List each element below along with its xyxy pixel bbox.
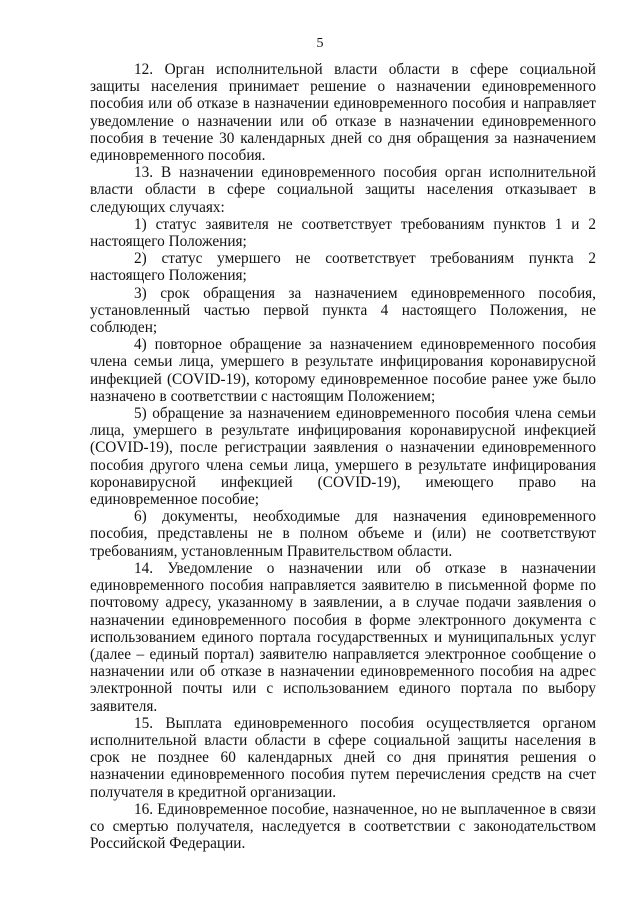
paragraph-13-item-5: 5) обращение за назначением единовременного пособия члена семьи лица, умершего в результате инфицирования коронавирусной инфекцией (COVID-19), после регистрации заявления о назначении единовременного пособия другого члена семьи лица, умершего в результате инфицирования коронавирусной инфекцией (COVID-19), имеющего право на единовременное пособие; — [90, 405, 596, 509]
paragraph-13: 13. В назначении единовременного пособия орган исполнительной власти области в сфере социальной защиты населения отказывает в следующих случаях: — [90, 164, 596, 216]
paragraph-13-item-4: 4) повторное обращение за назначением единовременного пособия члена семьи лица, умершего в результате инфицирования коронавирусной инфекцией (COVID-19), которому единовременное пособие ранее уже было назначено в соответствии с настоящим Положением; — [90, 336, 596, 405]
paragraph-13-item-3: 3) срок обращения за назначением единовременного пособия, установленный частью первой пункта 4 настоящего Положения, не соблюден; — [90, 284, 596, 337]
paragraph-13-item-2: 2) статус умершего не соответствует требованиям пункта 2 настоящего Положения; — [90, 250, 596, 285]
paragraph-13-item-6: 6) документы, необходимые для назначения единовременного пособия, представлены не в полном объеме и (или) не соответствуют требованиям, установленным Правительством области. — [90, 508, 596, 560]
paragraph-15: 15. Выплата единовременного пособия осуществляется органом исполнительной власти области в сфере социальной защиты населения в срок не позднее 60 календарных дней со дня принятия решения о назначении единовременного пособия путем перечисления средств на счет получателя в кредитной организации. — [90, 714, 596, 801]
paragraph-12: 12. Орган исполнительной власти области в сфере социальной защиты населения принимает решение о назначении единовременного пособия или об отказе в назначении единовременного пособия и направляет уведомление о назначении или об отказе в назначении единовременного пособия в течение 30 календарных дней со дня обращения за назначением единовременного пособия. — [90, 61, 596, 165]
paragraph-16: 16. Единовременное пособие, назначенное, но не выплаченное в связи со смертью получателя, наследуется в соответствии с законодательством Российской Федерации. — [90, 800, 596, 853]
paragraph-14: 14. Уведомление о назначении или об отказе в назначении единовременного пособия направляется заявителю в письменной форме по почтовому адресу, указанному в заявлении, а в случае подачи заявления о назначении единовременного пособия в форме электронного документа с использованием единого портала государственных и муниципальных услуг (далее – единый портал) заявителю направляется электронное сообщение о назначении или об отказе в назначении единовременного пособия на адрес электронной почты или с использованием единого портала по выбору заявителя. — [90, 559, 596, 715]
page-number: 5 — [316, 36, 324, 51]
paragraph-13-item-1: 1) статус заявителя не соответствует требованиям пунктов 1 и 2 настоящего Положения; — [90, 215, 596, 251]
document-body — [90, 61, 596, 852]
